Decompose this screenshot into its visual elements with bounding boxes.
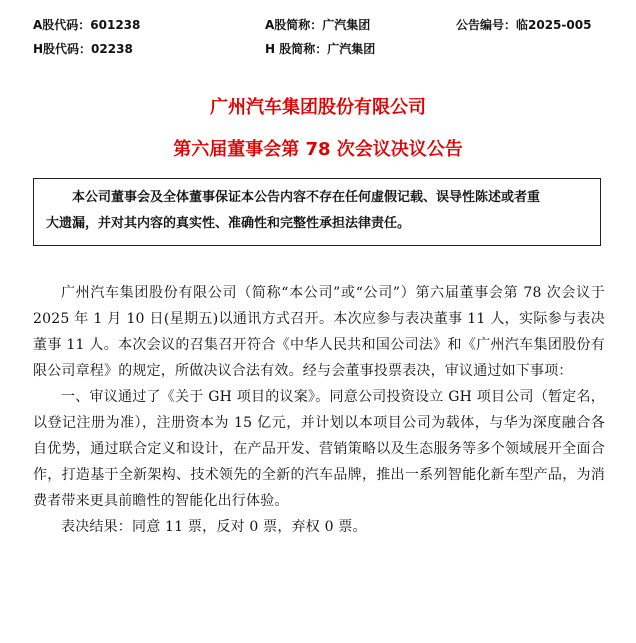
announcement-header	[0, 0, 636, 60]
notice-line-2: 大遗漏，并对其内容的真实性、准确性和完整性承担法律责任。	[46, 216, 411, 231]
intro-paragraph: 广州汽车集团股份有限公司（简称“本公司”或“公司”）第六届董事会第 78 次会议于 2025 年 1 月 10 日(星期五)以通讯方式召开。本次应参与表决董事 11 人，实际参与表决董事 11 人。本次会议的召集召开符合《中华人民共和国公司法》和《广州汽车集团股份有限公司章程》的规定，所做决议合法有效。经与会董事投票表决，审议通过如下事项：	[33, 285, 605, 379]
h-share-code: H股代码：02238	[33, 42, 133, 56]
notice-line-1-text: 本公司董事会及全体董事保证本公告内容不存在任何虚假记载、误导性陈述或者重	[72, 190, 541, 205]
notice-line-1	[46, 185, 588, 211]
notice-number: 公告编号：临2025-005	[456, 18, 592, 32]
a-share-code: A股代码：601238	[33, 18, 141, 32]
announcement-body	[33, 280, 605, 540]
resolution-item-1: 一、审议通过了《关于 GH 项目的议案》。同意公司投资设立 GH 项目公司（暂定名，以登记注册为准），注册资本为 15 亿元，并计划以本项目公司为载体，与华为深度融合各自优势，通过联合定义和设计，在产品开发、营销策略以及生态服务等多个领域展开全面合作，打造基于全新架构、技术领先的全新的汽车品牌，推出一系列智能化新车型产品，为消费者带来更具前瞻性的智能化出行体验。	[33, 389, 605, 509]
h-share-name: H 股简称：广汽集团	[265, 42, 376, 56]
vote-result: 表决结果：同意 11 票，反对 0 票，弃权 0 票。	[61, 519, 367, 535]
company-title: 广州汽车集团股份有限公司	[210, 97, 426, 118]
board-guarantee-notice	[33, 178, 601, 246]
a-share-name: A股简称：广汽集团	[265, 18, 371, 32]
announcement-title: 第六届董事会第 78 次会议决议公告	[173, 139, 463, 160]
